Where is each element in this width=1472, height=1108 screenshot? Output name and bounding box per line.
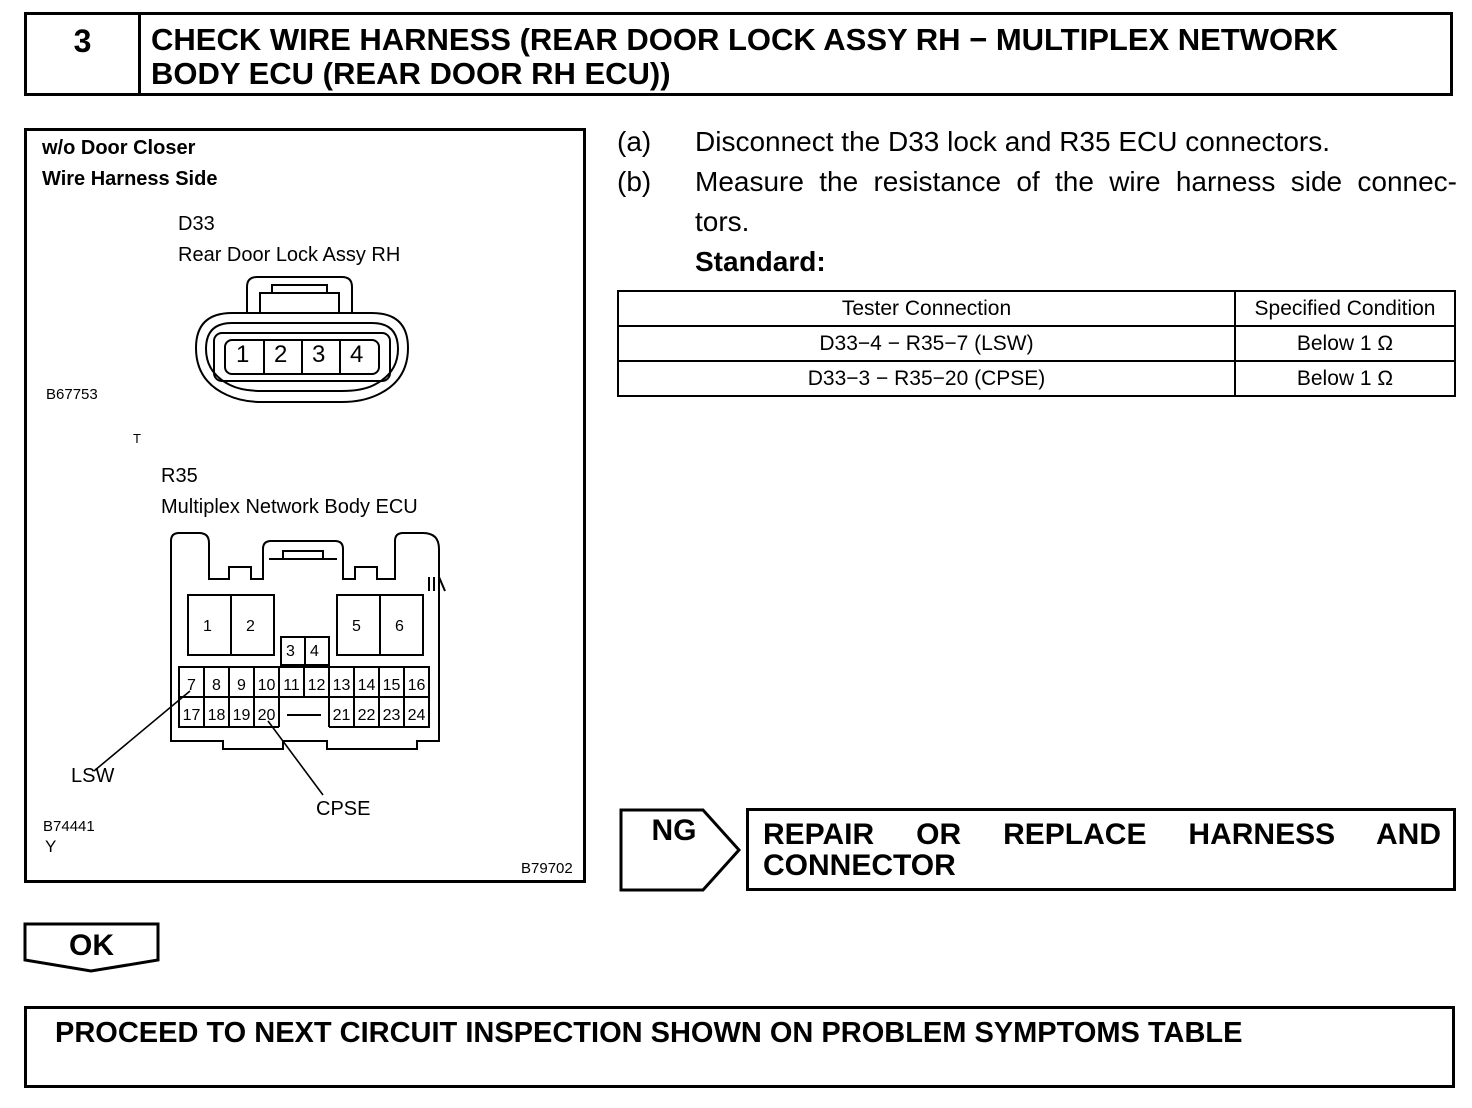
d33-pin-4: 4 [350,341,364,368]
diagram-side: Wire Harness Side [42,168,218,190]
r35-pin-22: 22 [357,707,376,724]
r35-pin-21: 21 [332,707,351,724]
r35-pin-10: 10 [257,677,276,694]
step-title-line2: BODY ECU (REAR DOOR RH ECU)) [151,56,671,91]
repair-action-line2: CONNECTOR [763,849,956,882]
ng-label: NG [651,814,697,847]
next-step-box [24,1006,1455,1088]
spec-table [617,290,1456,397]
instruction-b-text-line1: Measure the resistance of the wire harness side connec- [695,166,1457,197]
d33-pin-2: 2 [274,341,288,368]
table-cell: Below 1 Ω [1235,326,1455,361]
d33-ref-code: B67753 [46,386,98,403]
lsw-callout: LSW [71,765,115,787]
cpse-callout: CPSE [316,798,371,820]
header-tester-connection: Tester Connection [618,291,1235,326]
header-specified-condition: Specified Condition [1235,291,1455,326]
r35-ref-code: B74441 [43,818,95,835]
next-step-text: PROCEED TO NEXT CIRCUIT INSPECTION SHOWN ON PROBLEM SYMPTOMS TABLE [55,1017,1243,1049]
r35-pin-24: 24 [407,707,426,724]
repair-action-line1: REPAIR OR REPLACE HARNESS AND [763,818,1441,851]
instruction-a-text: Disconnect the D33 lock and R35 ECU connectors. [695,126,1330,157]
step-title [151,23,1441,91]
r35-pin-11: 11 [283,677,300,694]
r35-pin-14: 14 [357,677,376,694]
repair-action-box [746,808,1456,891]
r35-pin-4: 4 [310,643,319,660]
r35-ref-sub: Y [45,837,57,856]
table-cell: D33−3 − R35−20 (CPSE) [618,361,1235,396]
r35-pin-3: 3 [286,643,295,660]
instruction-b-marker: (b) [617,166,652,197]
table-cell: D33−4 − R35−7 (LSW) [618,326,1235,361]
r35-pin-12: 12 [307,677,326,694]
r35-pin-7: 7 [187,677,196,694]
r35-pin-18: 18 [207,707,226,724]
r35-pin-5: 5 [352,618,361,635]
table-header-row [618,291,1455,326]
section-marker: T [133,431,141,446]
r35-pin-19: 19 [232,707,251,724]
d33-pin-1: 1 [236,341,250,368]
r35-pin-23: 23 [382,707,401,724]
r35-code: R35 [161,465,198,487]
step-title-line1: CHECK WIRE HARNESS (REAR DOOR LOCK ASSY RH − MULTIPLEX NETWORK [151,22,1338,57]
r35-pin-13: 13 [332,677,351,694]
step-number: 3 [27,15,141,93]
d33-name: Rear Door Lock Assy RH [178,244,401,266]
table-row [618,326,1455,361]
diagram-variant: w/o Door Closer [42,137,196,159]
standard-label: Standard: [695,246,826,277]
ok-label: OK [69,929,114,962]
r35-pin-17: 17 [182,707,201,724]
r35-pin-16: 16 [407,677,426,694]
instruction-a-marker: (a) [617,126,652,157]
r35-pin-1: 1 [203,618,212,635]
r35-pin-15: 15 [382,677,401,694]
step-header [24,12,1453,96]
r35-pin-6: 6 [395,618,404,635]
table-row [618,361,1455,396]
r35-name: Multiplex Network Body ECU [161,496,418,518]
table-cell: Below 1 Ω [1235,361,1455,396]
r35-pin-8: 8 [212,677,221,694]
d33-pin-3: 3 [312,341,326,368]
instruction-b-text-line2: tors. [695,206,750,237]
d33-code: D33 [178,213,215,235]
r35-pin-2: 2 [246,618,255,635]
r35-pin-20: 20 [257,707,276,724]
r35-pin-9: 9 [237,677,246,694]
figure-ref: B79702 [521,860,573,877]
connector-diagram [24,128,586,883]
